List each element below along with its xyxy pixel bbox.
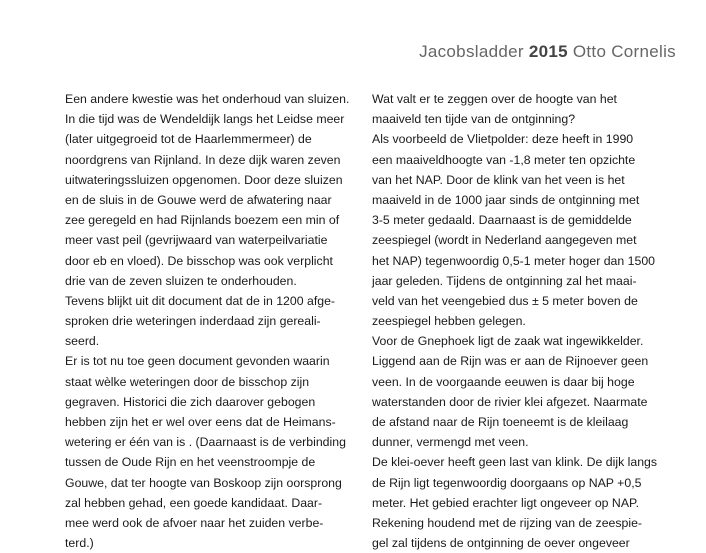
text-line: Als voorbeeld de Vlietpolder: deze heeft in 1990 xyxy=(372,132,634,147)
header-author: Otto Cornelis xyxy=(567,42,676,61)
text-line: meer vast peil (gevrijwaard van waterpeilvariatie xyxy=(65,233,328,248)
text-line: staat wèlke weteringen door de bisschop zijn xyxy=(65,374,310,389)
text-line: veen. In de voorgaande eeuwen is daar bij hoge xyxy=(372,374,635,389)
text-line: terd.) xyxy=(65,536,94,551)
right-text-column xyxy=(372,89,657,553)
text-line: het NAP) tegenwoordig 0,5-1 meter hoger dan 1500 xyxy=(372,253,656,268)
text-line: maaiveld in de 1000 jaar sinds de ontginning met xyxy=(372,192,640,207)
text-line: zeespiegel (wordt in Nederland aangegeven met xyxy=(372,233,637,248)
text-line: een maaiveldhoogte van -1,8 meter ten opzichte xyxy=(372,152,636,167)
text-line: van het NAP. Door de klink van het veen is het xyxy=(372,172,625,187)
text-line: zal hebben gehad, een goede kandidaat. Daar- xyxy=(65,495,323,510)
text-line: (later uitgegroeid tot de Haarlemmermeer) de xyxy=(65,132,312,147)
header-title: Jacobsladder xyxy=(419,42,529,61)
text-line: wetering er één van is . (Daarnaast is de verbinding xyxy=(65,435,346,450)
text-line: en de sluis in de Gouwe werd de afwatering naar xyxy=(65,192,332,207)
text-line: De klei-oever heeft geen last van klink. De dijk langs xyxy=(372,455,658,470)
text-line: veld van het veengebied dus ± 5 meter boven de xyxy=(372,293,638,308)
text-line: gegraven. Historici die zich daarover gebogen xyxy=(65,394,316,409)
text-line: Voor de Gnephoek ligt de zaak wat ingewikkelder. xyxy=(372,334,644,349)
text-line: Rekening houdend met de rijzing van de zeespie- xyxy=(372,515,643,530)
text-line: Liggend aan de Rijn was er aan de Rijnoever geen xyxy=(372,354,649,369)
text-line: seerd. xyxy=(65,334,100,349)
text-line: hebben zijn het er wel over eens dat de Heimans- xyxy=(65,415,336,429)
text-line: meter. Het gebied erachter ligt ongeveer op NAP. xyxy=(372,495,640,510)
text-line: waterstanden door de rivier klei afgezet. Naarmate xyxy=(372,394,648,409)
text-line: maaiveld ten tijde van de ontginning? xyxy=(372,112,576,127)
left-text-column xyxy=(65,89,349,553)
text-line: drie van de zeven sluizen te onderhouden. xyxy=(65,273,297,288)
text-line: dunner, vermengd met veen. xyxy=(372,435,529,450)
text-line: sproken drie weteringen inderdaad zijn gereali- xyxy=(65,314,321,329)
text-line: de afstand naar de Rijn toeneemt is de kleilaag xyxy=(372,415,629,429)
text-line: Een andere kwestie was het onderhoud van sluizen. xyxy=(65,92,350,106)
text-line: Wat valt er te zeggen over de hoogte van het xyxy=(372,92,617,106)
text-line: noordgrens van Rijnland. In deze dijk waren zeven xyxy=(65,152,341,167)
text-line: gel zal tijdens de ontginning de oever ongeveer xyxy=(372,536,630,551)
header-year: 2015 xyxy=(528,42,568,61)
text-line: jaar geleden. Tijdens de ontginning zal het maai- xyxy=(372,273,637,288)
text-line: zee geregeld en had Rijnlands boezem een min of xyxy=(65,213,340,228)
text-line: Er is tot nu toe geen document gevonden waarin xyxy=(65,354,330,369)
page-header xyxy=(419,42,676,62)
text-line: de Rijn ligt tegenwoordig doorgaans op NAP +0,5 xyxy=(372,475,642,490)
text-line: mee werd ook de afvoer naar het zuiden verbe- xyxy=(65,515,324,530)
text-line: Tevens blijkt uit dit document dat de in 1200 afge- xyxy=(65,293,336,308)
text-line: door eb en vloed). De bisschop was ook verplicht xyxy=(65,253,333,268)
text-line: tussen de Oude Rijn en het veenstroompje de xyxy=(65,455,316,470)
text-line: 3-5 meter gedaald. Daarnaast is de gemiddelde xyxy=(372,213,632,228)
text-line: In die tijd was de Wendeldijk langs het Leidse meer xyxy=(65,112,345,127)
text-line: uitwateringssluizen opgenomen. Door deze sluizen xyxy=(65,172,343,187)
text-line: zeespiegel hebben gelegen. xyxy=(372,314,526,329)
text-line: Gouwe, dat ter hoogte van Boskoop zijn oorsprong xyxy=(65,475,342,490)
